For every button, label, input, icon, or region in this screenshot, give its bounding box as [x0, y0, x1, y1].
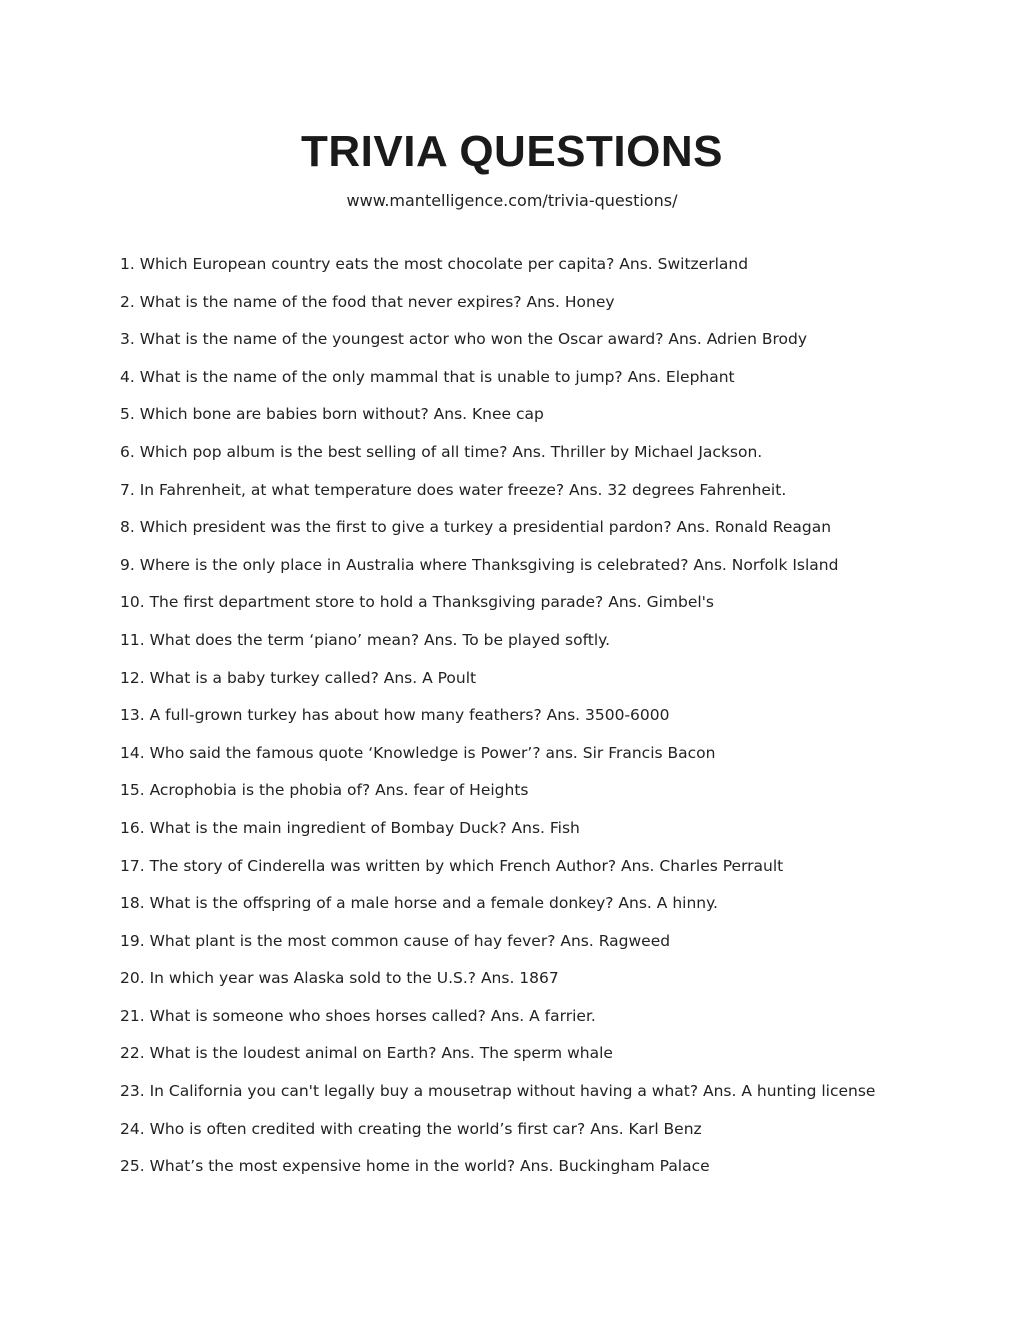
question-item: 22. What is the loudest animal on Earth? Ans. The sperm whale [120, 1044, 613, 1063]
question-item: 7. In Fahrenheit, at what temperature does water freeze? Ans. 32 degrees Fahrenheit. [120, 480, 787, 499]
question-item: 13. A full-grown turkey has about how many feathers? Ans. 3500-6000 [120, 706, 670, 725]
question-item: 1. Which European country eats the most chocolate per capita? Ans. Switzerland [120, 255, 749, 273]
question-item: 20. In which year was Alaska sold to the U.S.? Ans. 1867 [120, 969, 559, 988]
page-title: TRIVIA QUESTIONS [301, 127, 723, 176]
question-item: 11. What does the term ‘piano’ mean? Ans. To be played softly. [120, 630, 611, 649]
question-item: 19. What plant is the most common cause of hay fever? Ans. Ragweed [120, 931, 671, 950]
question-item: 12. What is a baby turkey called? Ans. A Poult [120, 668, 477, 687]
source-url: www.mantelligence.com/trivia-questions/ [346, 191, 678, 210]
question-item: 14. Who said the famous quote ‘Knowledge is Power’? ans. Sir Francis Bacon [120, 743, 716, 762]
question-item: 18. What is the offspring of a male horse and a female donkey? Ans. A hinny. [120, 894, 718, 913]
question-item: 8. Which president was the first to give a turkey a presidential pardon? Ans. Ronald Reagan [120, 518, 832, 537]
question-item: 15. Acrophobia is the phobia of? Ans. fear of Heights [120, 781, 529, 800]
question-item: 10. The first department store to hold a Thanksgiving parade? Ans. Gimbel's [120, 593, 715, 612]
question-item: 5. Which bone are babies born without? Ans. Knee cap [120, 405, 544, 424]
question-item: 3. What is the name of the youngest actor who won the Oscar award? Ans. Adrien Brody [120, 330, 807, 349]
question-item: 6. Which pop album is the best selling of all time? Ans. Thriller by Michael Jackson. [120, 442, 763, 461]
question-item: 25. What’s the most expensive home in the world? Ans. Buckingham Palace [120, 1157, 710, 1176]
question-item: 16. What is the main ingredient of Bombay Duck? Ans. Fish [120, 818, 580, 837]
question-item: 4. What is the name of the only mammal that is unable to jump? Ans. Elephant [120, 367, 735, 386]
question-item: 23. In California you can't legally buy a mousetrap without having a what? Ans. A hunting license [120, 1082, 876, 1101]
question-item: 17. The story of Cinderella was written by which French Author? Ans. Charles Perrault [120, 856, 784, 875]
question-list [120, 252, 980, 1192]
question-item: 21. What is someone who shoes horses called? Ans. A farrier. [120, 1006, 596, 1025]
question-item: 2. What is the name of the food that never expires? Ans. Honey [120, 292, 615, 311]
question-item: 24. Who is often credited with creating the world’s first car? Ans. Karl Benz [120, 1119, 702, 1138]
question-item: 9. Where is the only place in Australia where Thanksgiving is celebrated? Ans. Norfolk Island [120, 555, 839, 574]
